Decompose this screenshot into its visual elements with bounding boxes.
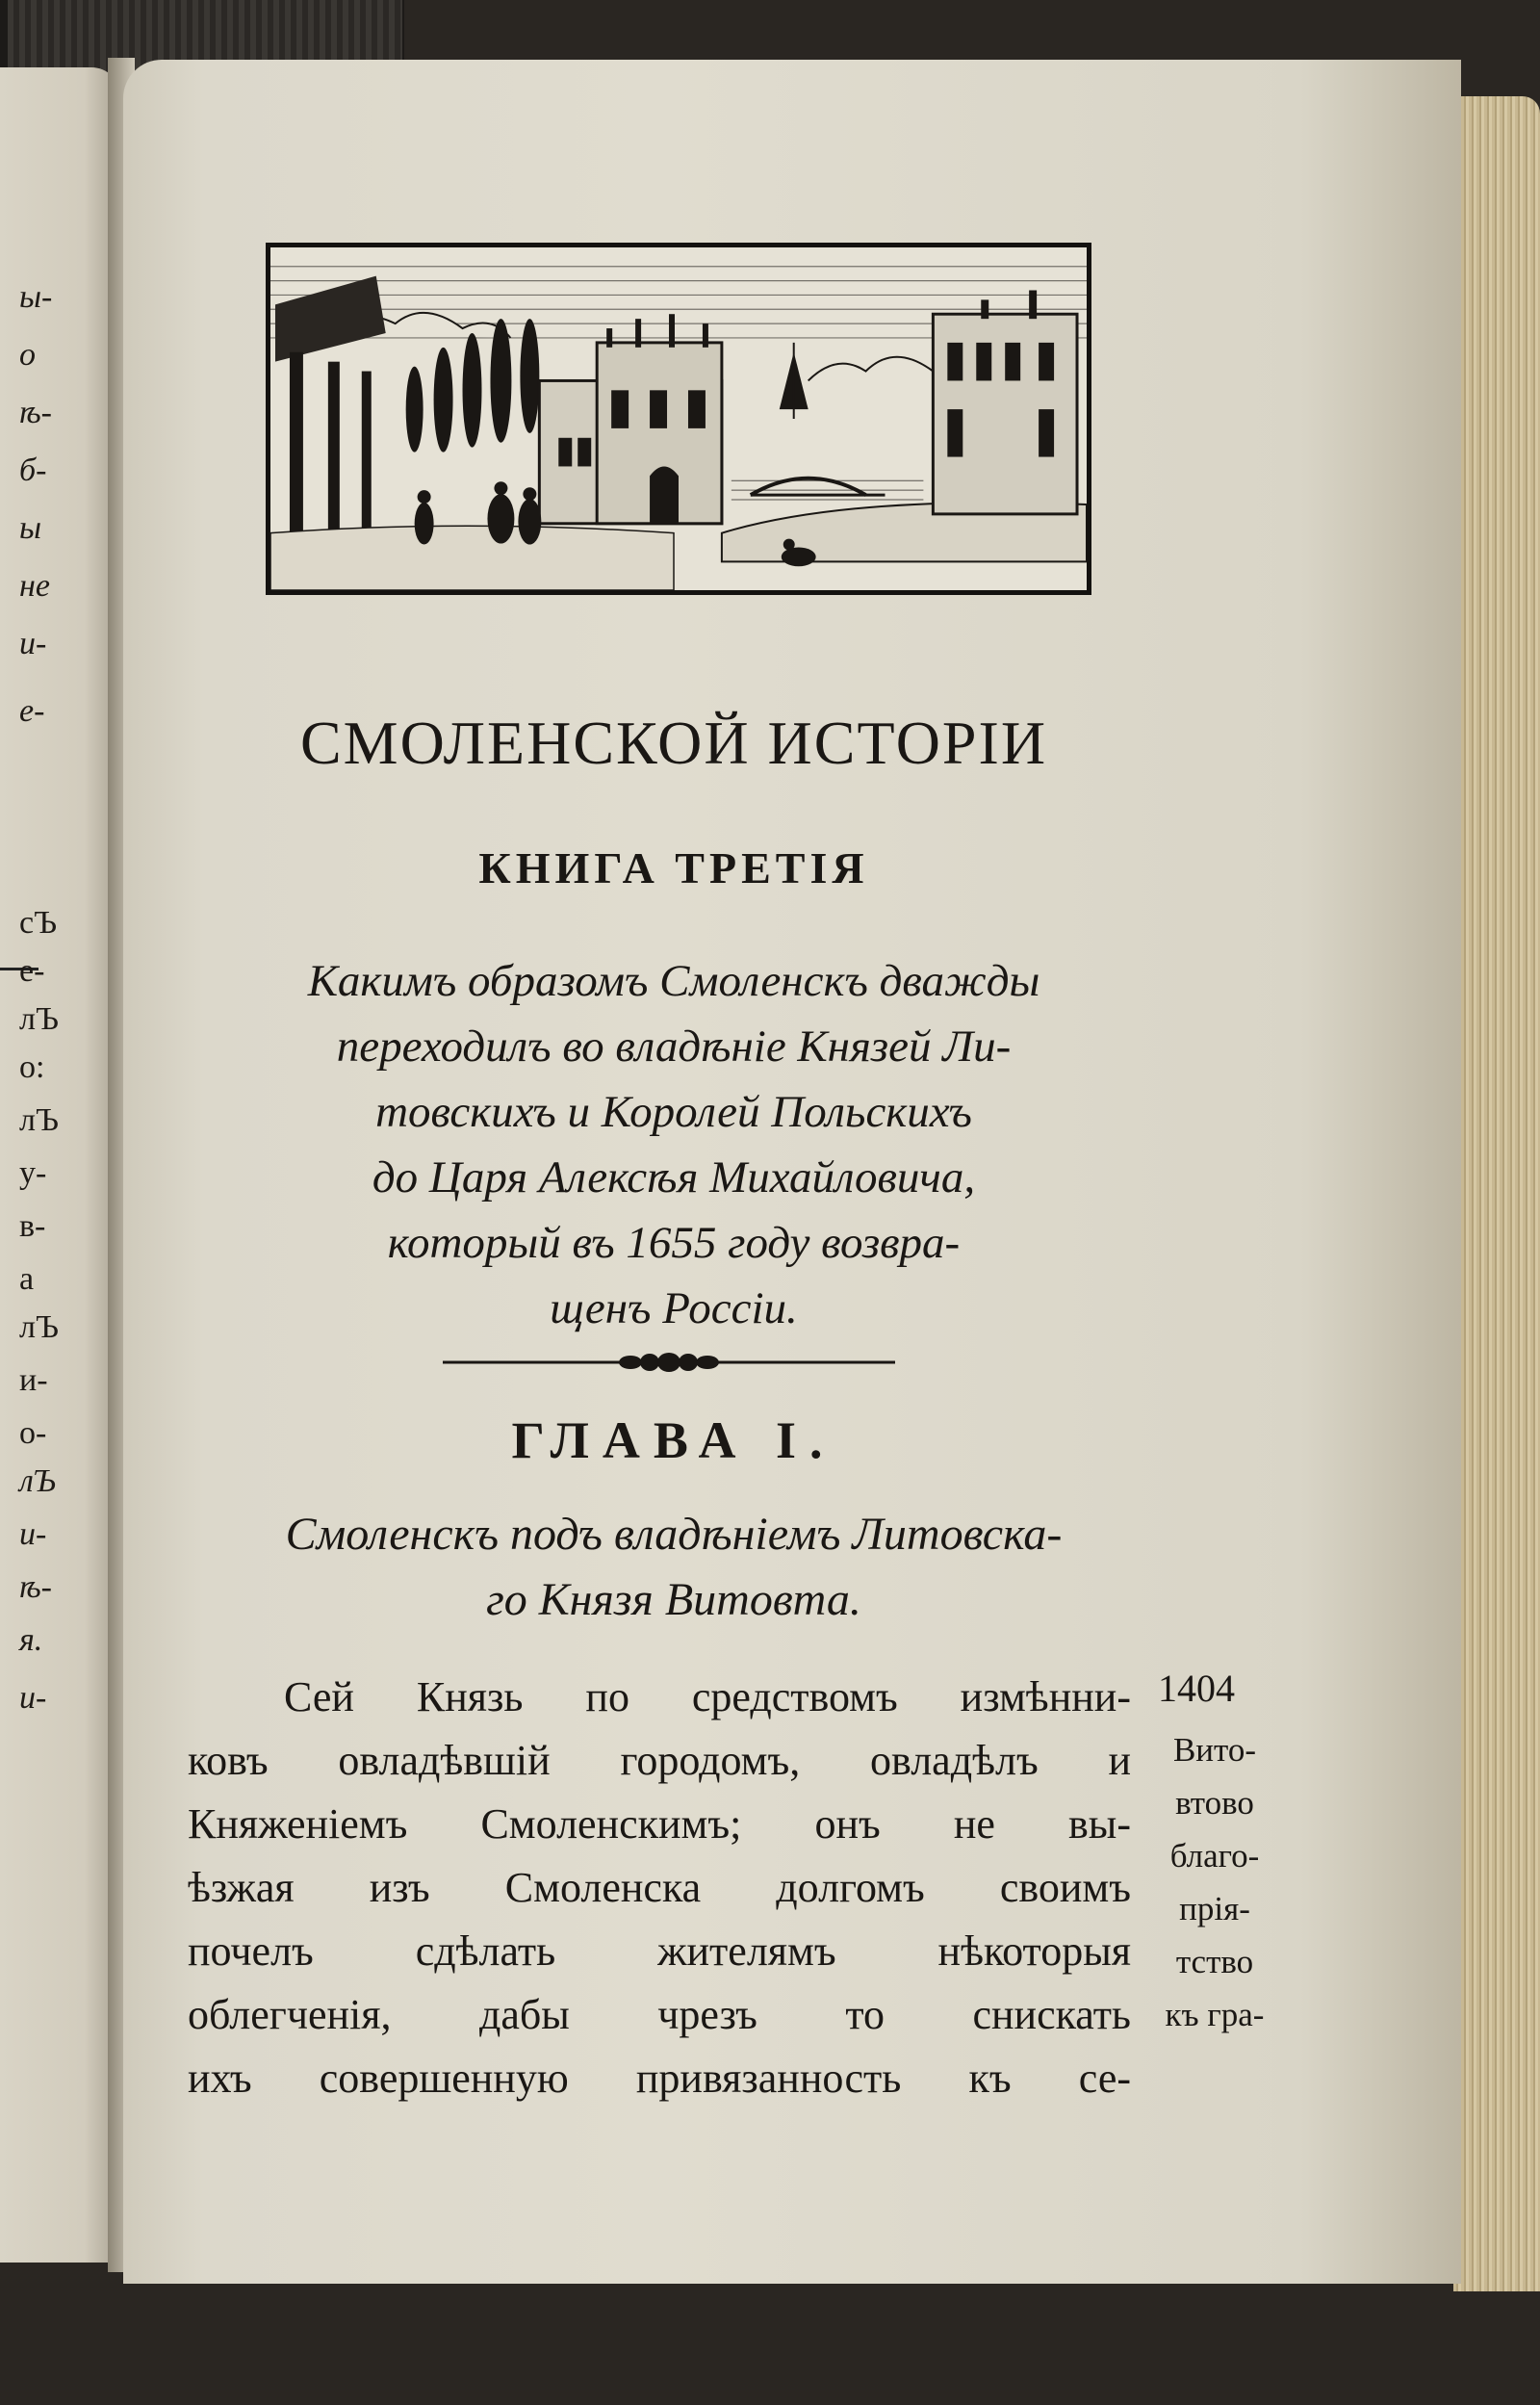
left-page-fragment: о-: [19, 1415, 47, 1451]
left-page-fragment: лЪ: [19, 1309, 59, 1345]
summary-line: переходилъ во владѣніе Князей Ли-: [336, 1021, 1012, 1072]
left-page-fragment: ѣ-: [19, 395, 52, 430]
summary-line: товскихъ и Королей Польскихъ: [375, 1087, 972, 1137]
margin-note: [1138, 1723, 1292, 2041]
left-page-fragment: б-: [19, 453, 47, 488]
summary-line: щенъ Россіи.: [550, 1283, 798, 1333]
summary-line: который въ 1655 году возвра-: [387, 1218, 961, 1268]
margin-year: 1404: [1158, 1667, 1235, 1710]
book-summary: [188, 948, 1160, 1341]
margin-note-line: Вито-: [1172, 1731, 1257, 1769]
left-page-fragment: лЪ: [19, 1001, 59, 1037]
left-page-fragment: не: [19, 568, 50, 604]
chapter-heading: ГЛАВА І.: [511, 1411, 836, 1469]
summary-line: до Царя Алексѣя Михайловича,: [372, 1152, 976, 1202]
left-page-fragment: е-: [19, 693, 45, 729]
margin-note-line: благо-: [1169, 1837, 1260, 1875]
left-page-fragment: и-: [19, 1516, 47, 1552]
body-line: Сей Князь по средствомъ измѣнни-: [284, 1673, 1131, 1720]
body-line: ихъ совершенную привязанность къ се-: [188, 2055, 1131, 2102]
left-page-fragment: я.: [19, 1622, 43, 1658]
body-line: облегченія, дабы чрезъ то снискать: [188, 1991, 1131, 2038]
summary-line: Какимъ образомъ Смоленскъ дважды: [307, 956, 1040, 1006]
book-part-title: КНИГА ТРЕТІЯ: [478, 843, 869, 892]
engraved-vignette: [266, 243, 1091, 595]
left-page-fragment: е-: [19, 953, 45, 989]
chapter-subtitle: [188, 1502, 1160, 1633]
left-page-fragment: ы: [19, 510, 42, 546]
body-line: Княженіемъ Смоленскимъ; онъ не вы-: [188, 1800, 1131, 1848]
chapter-subtitle-line: Смоленскъ подъ владѣніемъ Литовска-: [285, 1509, 1063, 1560]
left-page-fragment: сЪ: [19, 905, 58, 941]
body-paragraph: [188, 1666, 1131, 2110]
left-page-fragment: а: [19, 1261, 35, 1297]
left-page-fragment: лЪ: [19, 1102, 59, 1138]
left-page: [0, 67, 120, 2263]
margin-note-line: тство: [1175, 1943, 1254, 1980]
left-page-fragment: лЪ: [19, 1463, 56, 1499]
body-line: ѣзжая изъ Смоленска долгомъ своимъ: [188, 1864, 1131, 1911]
body-line: ковъ овладѣвшій городомъ, овладѣлъ и: [188, 1737, 1131, 1784]
left-page-fragment: ѣ-: [19, 1569, 52, 1605]
book-title: СМОЛЕНСКОЙ ИСТОРІИ: [299, 709, 1048, 777]
margin-note-line: втово: [1175, 1784, 1254, 1822]
page-edges: [1453, 96, 1540, 2291]
ornament-divider: [443, 1348, 895, 1377]
vignette-illustration: [270, 247, 1087, 590]
left-page-fragment: у-: [19, 1155, 47, 1191]
left-page-fragment: о: [19, 337, 36, 373]
left-page-fragment: и-: [19, 1362, 48, 1398]
left-page-fragment: и-: [19, 626, 47, 661]
margin-note-line: прія-: [1179, 1890, 1250, 1927]
left-page-fragment: в-: [19, 1208, 46, 1244]
left-page-fragment: о:: [19, 1049, 45, 1085]
left-page-fragment: ы-: [19, 279, 53, 315]
margin-note-line: къ гра-: [1165, 1996, 1265, 2033]
chapter-subtitle-line: го Князя Витовта.: [486, 1574, 861, 1625]
left-page-fragment: и-: [19, 1680, 47, 1716]
body-line: почелъ сдѣлать жителямъ нѣкоторыя: [188, 1927, 1131, 1975]
